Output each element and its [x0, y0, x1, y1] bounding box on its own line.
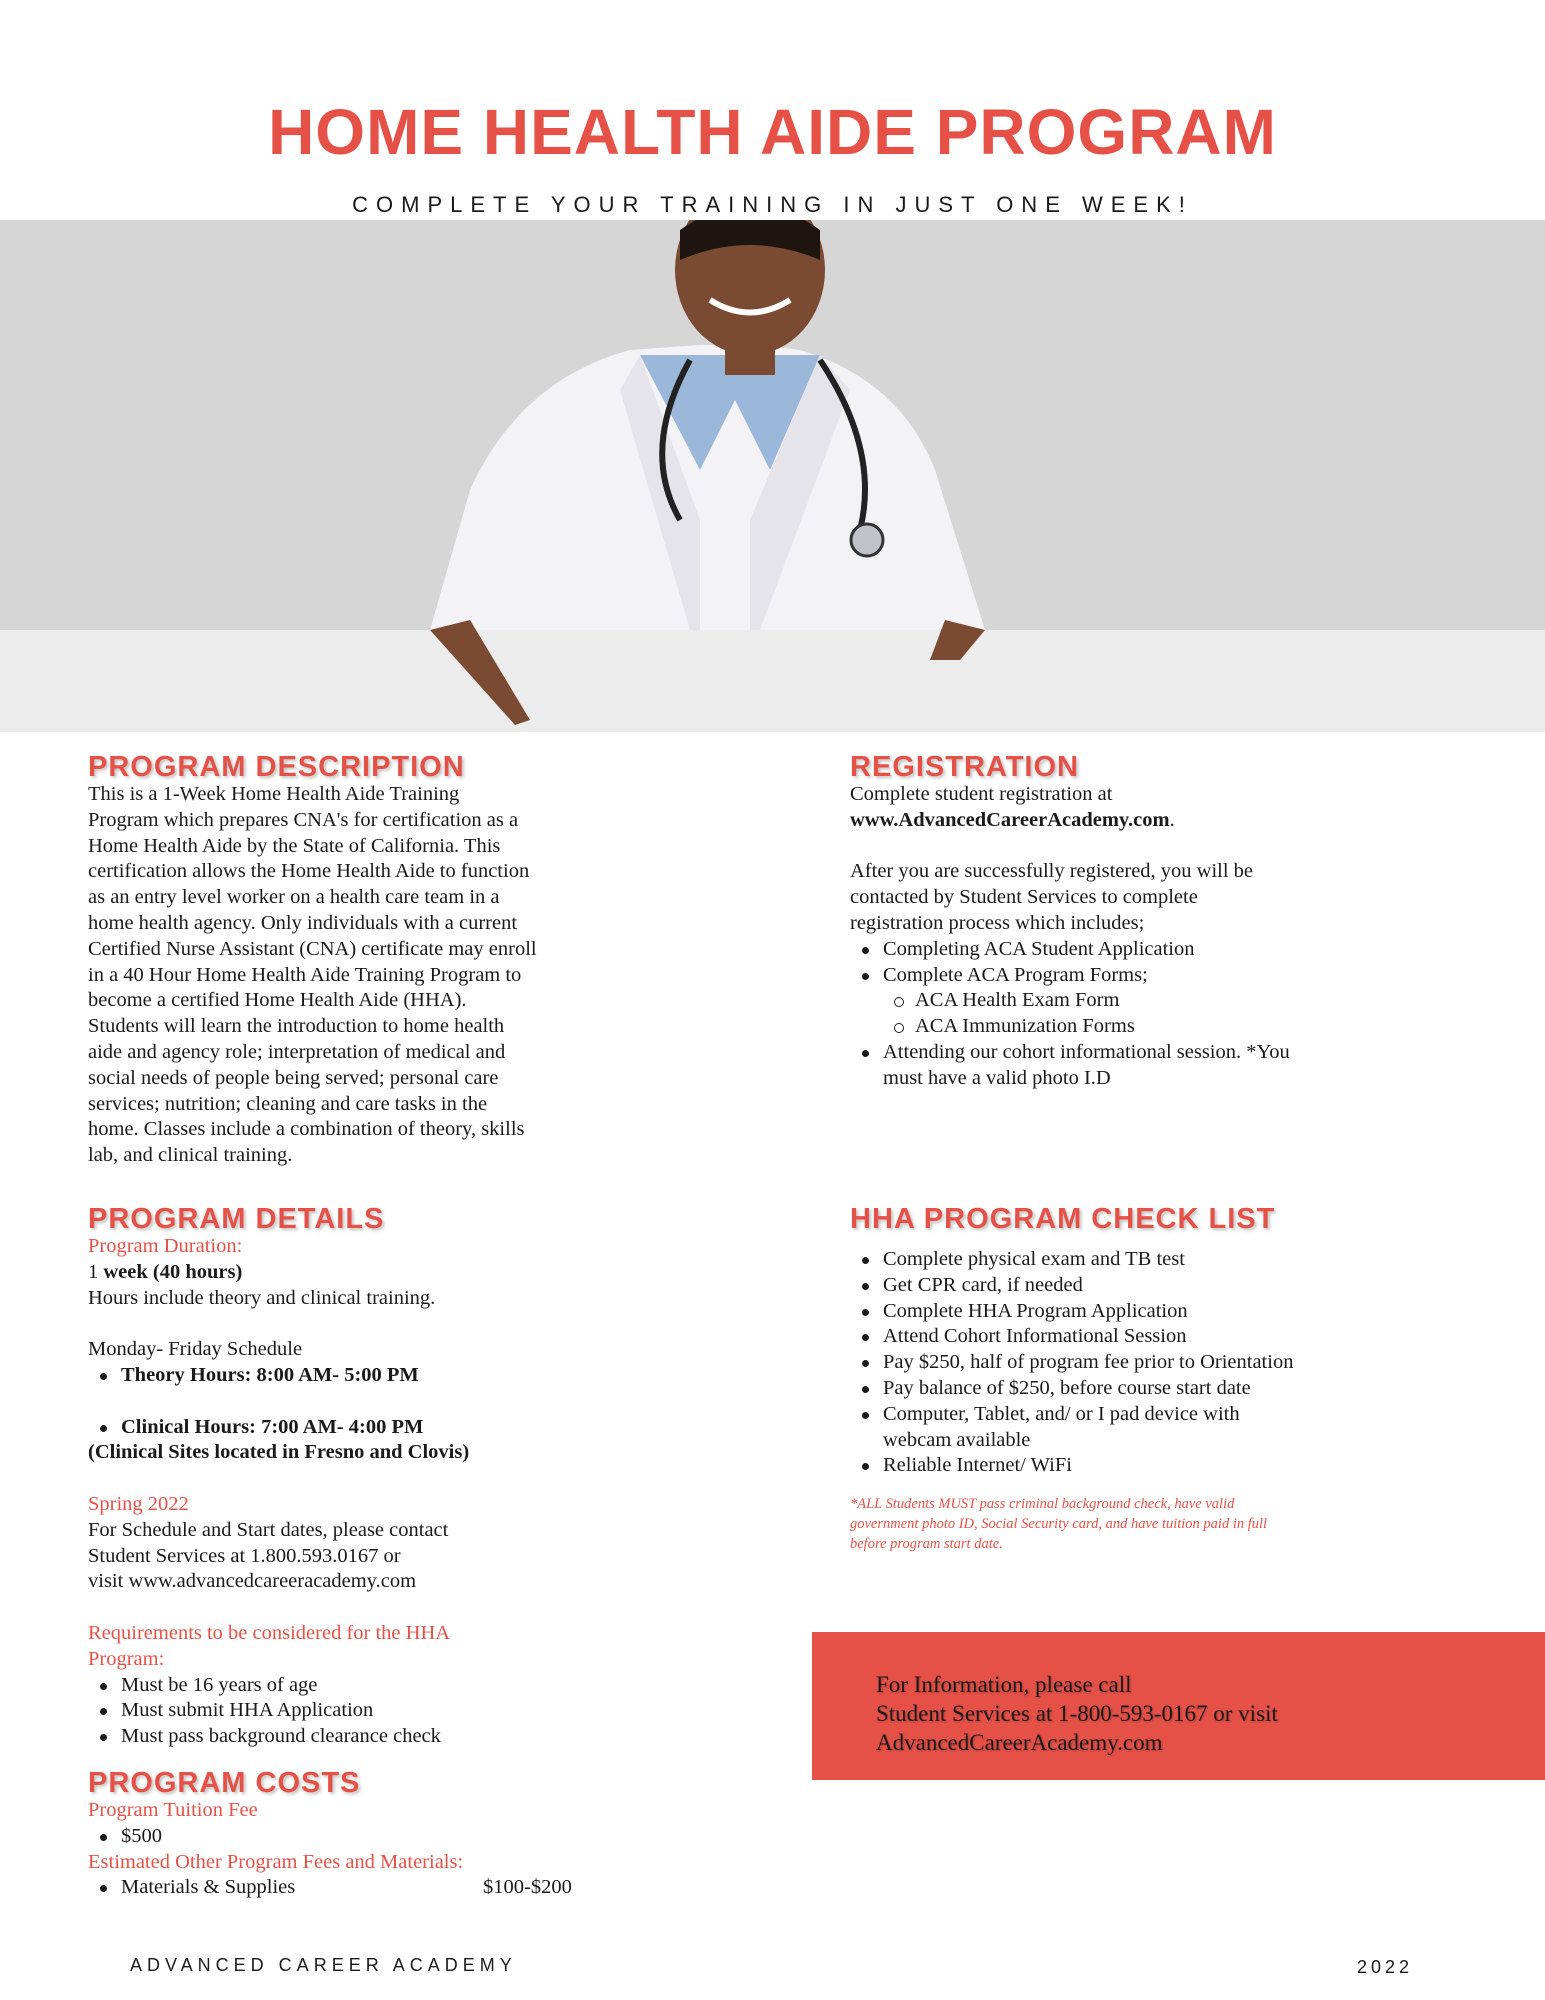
section-heading-checklist: HHA PROGRAM CHECK LIST: [850, 1203, 1276, 1235]
list-item-line: must have a valid photo I.D: [883, 1066, 1111, 1089]
clinical-sites-text: (Clinical Sites located in Fresno and Clovis): [88, 1441, 470, 1464]
registration-para: After you are successfully registered, you will be: [850, 860, 1254, 883]
schedule-label: Monday- Friday Schedule: [88, 1338, 303, 1361]
section-heading-details: PROGRAM DETAILS: [88, 1203, 385, 1235]
program-description: [88, 752, 668, 1169]
list-item: Attend Cohort Informational Session: [850, 1324, 1410, 1350]
list-item: [88, 1415, 668, 1441]
description-line: home. Classes include a combination of theory, skills: [88, 1118, 525, 1141]
other-fees-label: Estimated Other Program Fees and Materials:: [88, 1850, 464, 1873]
list-item: Reliable Internet/ WiFi: [850, 1453, 1410, 1479]
registration-intro: Complete student registration at: [850, 783, 1113, 805]
clinical-sites: [88, 1440, 668, 1466]
list-item: Complete HHA Program Application: [850, 1299, 1410, 1325]
clinical-list: [88, 1415, 668, 1441]
footer-year: 2022: [1357, 1957, 1414, 1977]
materials-label: Materials & Supplies: [121, 1876, 296, 1899]
term-label: Spring 2022: [88, 1492, 189, 1515]
list-item: [88, 1363, 668, 1389]
registration-list: [850, 937, 1410, 989]
contact-line: For Schedule and Start dates, please contact: [88, 1518, 449, 1541]
nurse-photo-icon: [0, 220, 1545, 732]
registration: [850, 752, 1410, 1092]
contact-line: visit www.advancedcareeracademy.com: [88, 1570, 417, 1593]
materials-list: [88, 1875, 668, 1901]
description-line: aide and agency role; interpretation of medical and: [88, 1040, 506, 1063]
note-line: before program start date.: [850, 1536, 1003, 1553]
description-line: become a certified Home Health Aide (HHA).: [88, 989, 467, 1012]
description-line: in a 40 Hour Home Health Aide Training Program to: [88, 963, 522, 986]
registration-para: contacted by Student Services to complete: [850, 886, 1198, 909]
description-line: as an entry level worker on a health care team in a: [88, 886, 500, 909]
duration-bold: week (40 hours): [98, 1260, 243, 1283]
info-box: [812, 1632, 1545, 1780]
list-item: ACA Immunization Forms: [850, 1014, 1410, 1040]
program-details: [88, 1204, 668, 1750]
description-line: This is a 1-Week Home Health Aide Training: [88, 783, 460, 805]
note-line: government photo ID, Social Security card, and have tuition paid in full: [850, 1516, 1268, 1533]
description-text: [88, 782, 668, 1169]
tuition-list: [88, 1824, 668, 1850]
list-item: Must pass background clearance check: [88, 1724, 668, 1750]
list-item: Completing ACA Student Application: [850, 937, 1410, 963]
list-item-line: webcam available: [883, 1428, 1031, 1451]
note-line: *ALL Students MUST pass criminal background check, have valid: [850, 1496, 1235, 1513]
list-item: $500: [88, 1824, 668, 1850]
registration-para: registration process which includes;: [850, 911, 1145, 934]
section-heading-costs: PROGRAM COSTS: [88, 1767, 361, 1799]
registration-url[interactable]: www.AdvancedCareerAcademy.com: [850, 808, 1170, 831]
footer-brand: ADVANCED CAREER ACADEMY: [130, 1955, 517, 1975]
registration-url-line: [850, 808, 1410, 834]
list-item: [850, 1402, 1410, 1454]
description-line: Program which prepares CNA's for certification as a: [88, 808, 519, 831]
requirements-label: Requirements to be considered for the HHA: [88, 1621, 451, 1644]
tuition-label: Program Tuition Fee: [88, 1799, 258, 1821]
checklist-note: [850, 1494, 1410, 1554]
description-line: home health agency. Only individuals with a current: [88, 911, 518, 934]
section-heading-registration: REGISTRATION: [850, 751, 1079, 783]
info-line: AdvancedCareerAcademy.com: [876, 1730, 1163, 1755]
list-item: Complete ACA Program Forms;: [850, 963, 1410, 989]
requirements-label: Program:: [88, 1647, 165, 1670]
theory-hours: Theory Hours: 8:00 AM- 5:00 PM: [121, 1363, 419, 1386]
info-line: For Information, please call: [876, 1672, 1132, 1697]
registration-list: [850, 1040, 1410, 1092]
duration-value: [88, 1260, 668, 1286]
description-line: Students will learn the introduction to home health: [88, 1015, 505, 1038]
list-item-line: Attending our cohort informational session. *You: [883, 1040, 1290, 1063]
duration-prefix: 1: [88, 1260, 99, 1283]
list-item: Pay $250, half of program fee prior to Orientation: [850, 1350, 1410, 1376]
requirements-list: [88, 1673, 668, 1750]
description-line: services; nutrition; cleaning and care tasks in the: [88, 1092, 488, 1115]
list-item: Get CPR card, if needed: [850, 1273, 1410, 1299]
hha-checklist: [850, 1204, 1410, 1554]
description-line: Certified Nurse Assistant (CNA) certificate may enroll: [88, 937, 537, 960]
list-item: [850, 1040, 1410, 1092]
description-line: lab, and clinical training.: [88, 1144, 293, 1167]
materials-value: $100-$200: [483, 1876, 572, 1899]
page-subtitle: COMPLETE YOUR TRAINING IN JUST ONE WEEK!: [352, 192, 1193, 217]
list-item-line: Computer, Tablet, and/ or I pad device with: [883, 1402, 1240, 1425]
list-item: Complete physical exam and TB test: [850, 1247, 1410, 1273]
program-costs: [88, 1768, 668, 1901]
description-line: Home Health Aide by the State of California. This: [88, 834, 501, 857]
info-line: Student Services at 1-800-593-0167 or visit: [876, 1701, 1278, 1726]
description-line: social needs of people being served; personal care: [88, 1066, 499, 1089]
duration-label: Program Duration:: [88, 1235, 243, 1257]
list-item: ACA Health Exam Form: [850, 988, 1410, 1014]
checklist-list: [850, 1247, 1410, 1479]
hero-image: [0, 220, 1545, 732]
registration-sublist: [850, 988, 1410, 1040]
page-title: HOME HEALTH AIDE PROGRAM: [268, 96, 1277, 168]
list-item: Pay balance of $250, before course start date: [850, 1376, 1410, 1402]
description-line: certification allows the Home Health Aide to function: [88, 860, 530, 883]
url-suffix: .: [1169, 808, 1175, 831]
contact-line: Student Services at 1.800.593.0167 or: [88, 1544, 401, 1567]
clinical-hours: Clinical Hours: 7:00 AM- 4:00 PM: [121, 1415, 424, 1438]
list-item: [88, 1875, 668, 1901]
theory-list: [88, 1363, 668, 1389]
duration-note: Hours include theory and clinical training.: [88, 1286, 436, 1309]
section-heading-description: PROGRAM DESCRIPTION: [88, 751, 465, 783]
list-item: Must be 16 years of age: [88, 1673, 668, 1699]
list-item: Must submit HHA Application: [88, 1698, 668, 1724]
